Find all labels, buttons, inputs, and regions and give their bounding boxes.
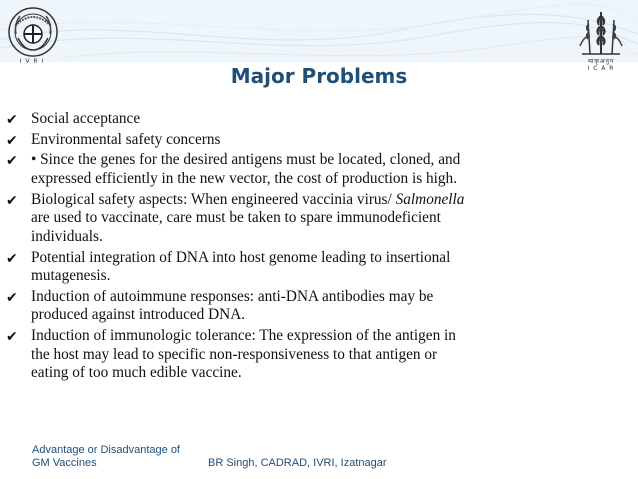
checkmark-icon: ✔: [6, 289, 18, 306]
icar-wheat-emblem-icon: [572, 6, 630, 66]
bullet-line: mutagenesis.: [31, 267, 111, 285]
bullet-line: produced against introduced DNA.: [31, 306, 246, 324]
checkmark-icon: ✔: [6, 153, 18, 170]
footer-author: BR Singh, CADRAD, IVRI, Izatnagar: [208, 457, 387, 469]
checkmark-icon: ✔: [6, 132, 18, 149]
header-wave-decoration: [0, 0, 638, 62]
bullet-line: Potential integration of DNA into host genome leading to insertional: [31, 248, 451, 266]
bullet-line: Induction of immunologic tolerance: The expression of the antigen in: [31, 327, 456, 345]
bullet-list: [6, 110, 606, 385]
right-logo-caption-line1: भाकृअनुप: [587, 58, 615, 65]
left-logo-caption: I V R I: [19, 58, 45, 65]
checkmark-icon: ✔: [6, 112, 18, 128]
header-band: [0, 0, 638, 62]
bullet-item: [6, 288, 606, 325]
bullet-line: the host may lead to specific non-responsiveness to that antigen or: [31, 345, 438, 363]
bullet-line: Social acceptance: [31, 110, 141, 127]
bullet-line: Biological safety aspects: When engineered vaccinia virus/ Salmonella: [31, 190, 465, 208]
bullet-line: Induction of autoimmune responses: anti-DNA antibodies may be: [31, 287, 434, 305]
bullet-line: individuals.: [31, 227, 103, 245]
slide-title: Major Problems: [230, 64, 408, 88]
bullet-item: [6, 191, 606, 247]
italic-term: Salmonella: [395, 190, 465, 208]
bullet-item: [6, 151, 606, 188]
bullet-line: Environmental safety concerns: [31, 130, 221, 148]
right-logo-caption-line2: I C A R: [587, 65, 615, 72]
bullet-item: [6, 249, 606, 286]
checkmark-icon: ✔: [6, 250, 18, 267]
checkmark-icon: ✔: [6, 329, 18, 346]
footer-left: [32, 444, 192, 470]
checkmark-icon: ✔: [6, 192, 18, 209]
bullet-item: [6, 110, 606, 129]
footer-left-line1: Advantage or Disadvantage of: [32, 444, 180, 456]
bullet-line: • Since the genes for the desired antigens must be located, cloned, and: [31, 151, 461, 169]
footer-left-line2: GM Vaccines: [32, 457, 97, 469]
bullet-line: expressed efficiently in the new vector, the cost of production is high.: [31, 169, 458, 187]
bullet-line: eating of too much edible vaccine.: [31, 364, 242, 382]
bullet-item: [6, 327, 606, 383]
bullet-item: [6, 131, 606, 150]
bullet-line: are used to vaccinate, care must be taken to spare immunodeficient: [31, 209, 441, 227]
